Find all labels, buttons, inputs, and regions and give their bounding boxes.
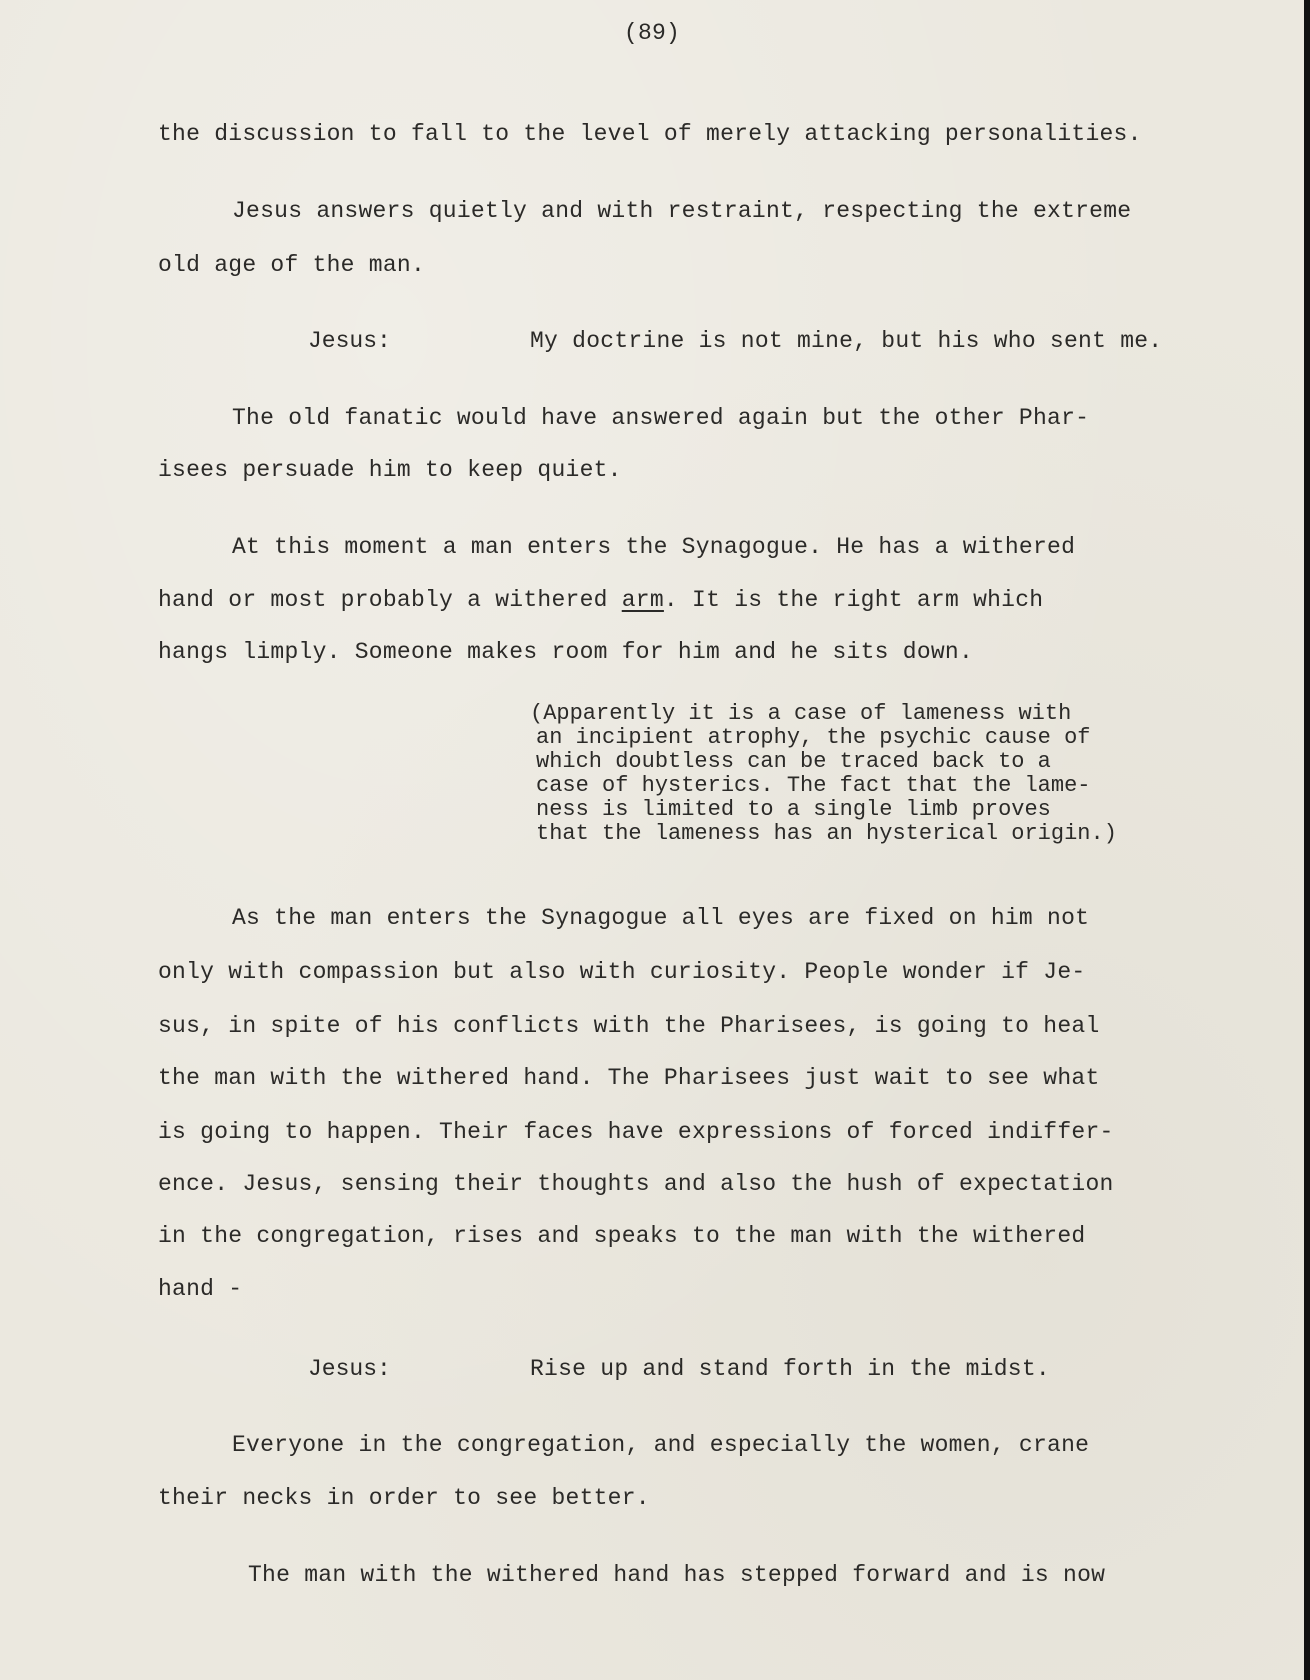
text-line: in the congregation, rises and speaks to the man with the withered [158, 1223, 1086, 1249]
text-line: the discussion to fall to the level of merely attacking personalities. [158, 121, 1142, 147]
dialogue-speech: My doctrine is not mine, but his who sent me. [530, 328, 1163, 354]
dialogue-speaker: Jesus: [308, 1356, 391, 1382]
note-line: case of hysterics. The fact that the lame- [536, 773, 1091, 798]
dialogue-speech: Rise up and stand forth in the midst. [530, 1356, 1050, 1382]
text-line: hangs limply. Someone makes room for him and he sits down. [158, 639, 974, 665]
text-span: . [663, 587, 678, 613]
note-line: an incipient atrophy, the psychic cause of [536, 725, 1091, 750]
text-line: only with compassion but also with curiosity. People wonder if Je- [158, 959, 1086, 985]
text-line: As the man enters the Synagogue all eyes are fixed on him not [232, 905, 1090, 931]
text-line: is going to happen. Their faces have expressions of forced indiffer- [158, 1119, 1114, 1145]
text-line: The old fanatic would have answered again but the other Phar- [232, 405, 1090, 431]
scan-edge [1304, 0, 1310, 1680]
text-span: hand or most probably a withered [158, 587, 622, 613]
text-line: isees persuade him to keep quiet. [158, 457, 622, 483]
text-line: ence. Jesus, sensing their thoughts and also the hush of expectation [158, 1171, 1114, 1197]
text-line: Jesus answers quietly and with restraint, respecting the extreme [232, 198, 1132, 224]
underlined-word: arm [621, 587, 664, 613]
dialogue-speaker: Jesus: [308, 328, 391, 354]
text-line: the man with the withered hand. The Pharisees just wait to see what [158, 1065, 1100, 1091]
text-line: old age of the man. [158, 252, 425, 278]
text-line: At this moment a man enters the Synagogue. He has a withered [232, 534, 1076, 560]
note-line: ness is limited to a single limb proves [536, 797, 1051, 822]
text-line: sus, in spite of his conflicts with the Pharisees, is going to heal [158, 1013, 1100, 1039]
note-line: (Apparently it is a case of lameness with [530, 701, 1072, 726]
text-line: Everyone in the congregation, and especially the women, crane [232, 1432, 1090, 1458]
text-span: It is the right arm which [692, 587, 1044, 613]
note-line: that the lameness has an hysterical origin.) [536, 821, 1117, 846]
text-line: The man with the withered hand has stepped forward and is now [248, 1562, 1106, 1588]
text-line: their necks in order to see better. [158, 1485, 650, 1511]
text-line-with-underline [158, 589, 1043, 612]
page-number: (89) [623, 20, 681, 46]
text-line: hand - [158, 1276, 243, 1302]
note-line: which doubtless can be traced back to a [536, 749, 1051, 774]
